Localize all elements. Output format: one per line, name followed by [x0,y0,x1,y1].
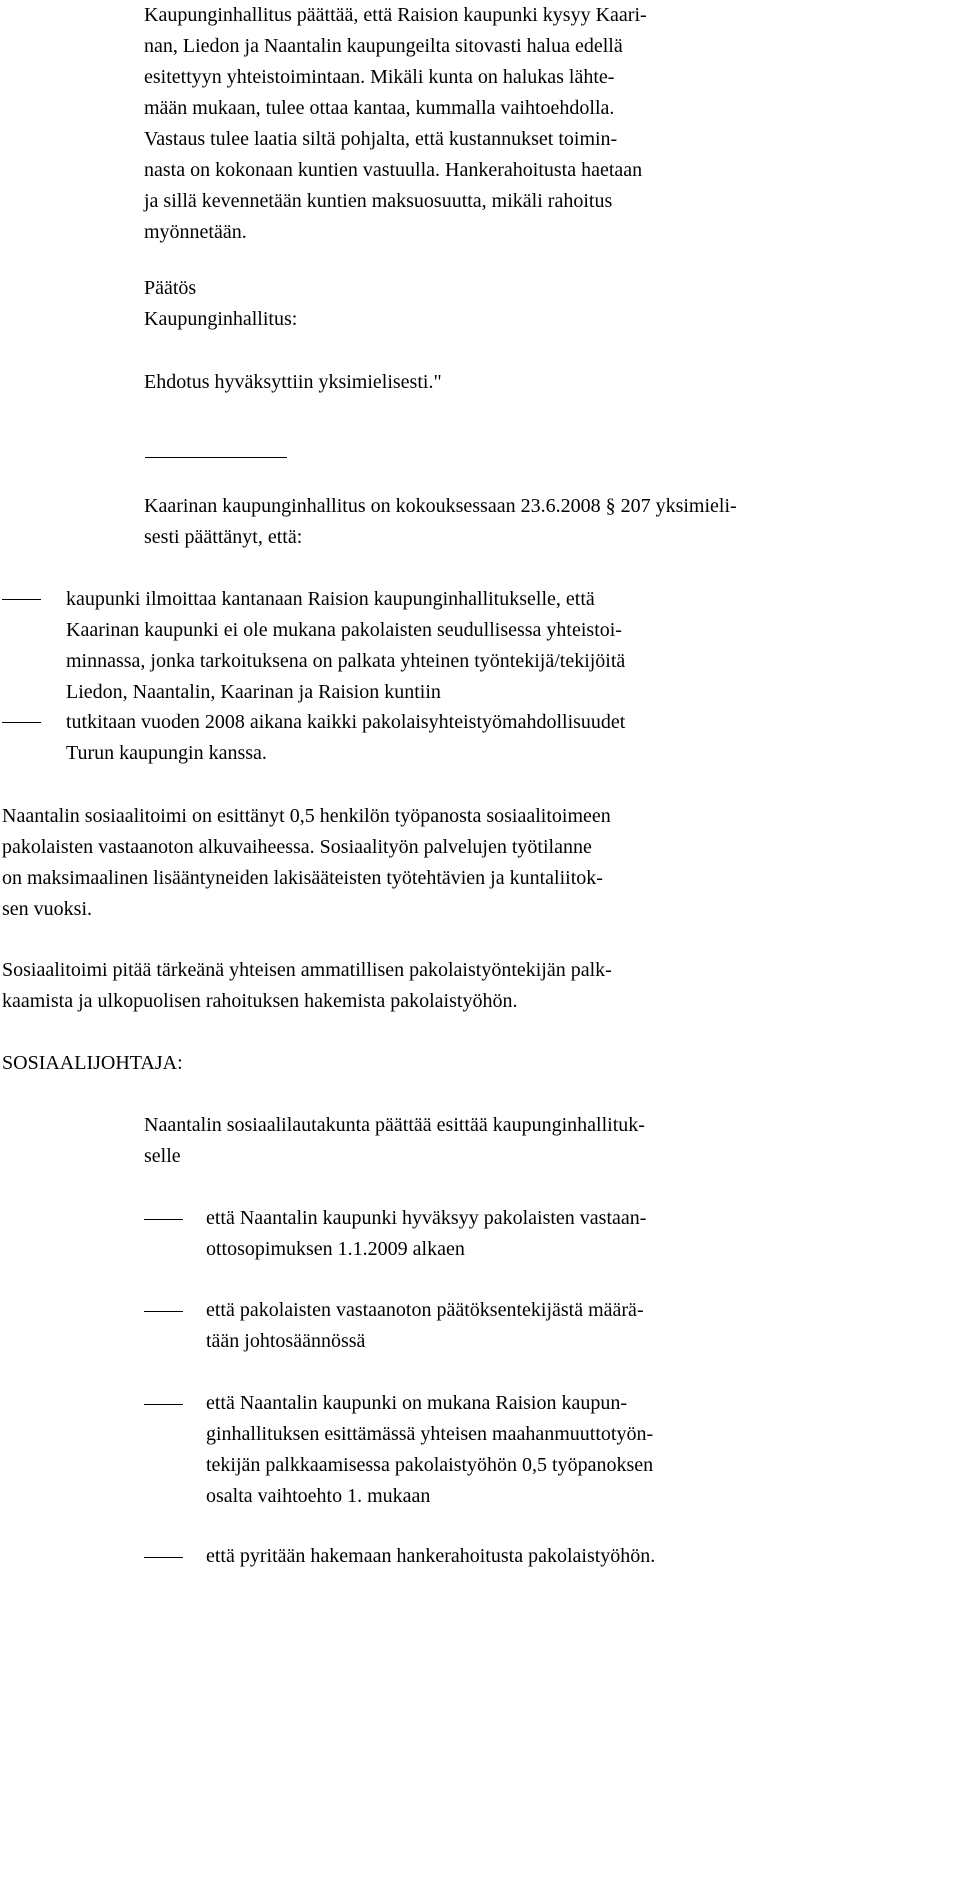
naantali-social-paragraph [2,801,611,925]
intro-line: Vastaus tulee laatia siltä pohjalta, että kustannukset toimin- [144,128,618,150]
paragraph-line: Naantalin sosiaalitoimi on esittänyt 0,5 henkilön työpanosta sosiaalitoimeen [2,805,611,827]
dash-bullet [144,1404,183,1405]
kaarina-line-2: sesti päättänyt, että: [144,526,303,548]
intro-line: esitettyyn yhteistoimintaan. Mikäli kunta on halukas lähte- [144,66,615,88]
decision-heading: Päätös [144,277,197,299]
kaarina-line-1-end: 207 yksimieli- [615,495,737,517]
paragraph-line: pakolaisten vastaanoton alkuvaiheessa. Sosiaalityön palvelujen työtilanne [2,836,592,858]
paragraph-line: on maksimaalinen lisääntyneiden lakisääteisten työtehtävien ja kuntaliitok- [2,867,603,889]
kaarina-line-1 [144,491,737,522]
director-intro-line: Naantalin sosiaalilautakunta päättää esittää kaupunginhallituk- [144,1114,645,1136]
director-heading: SOSIAALIJOHTAJA: [2,1052,183,1074]
decision-result: Ehdotus hyväksyttiin yksimielisesti." [144,371,442,393]
dash-bullet [144,1557,183,1558]
kaarina-paragraph [144,491,737,553]
list-item-line: minnassa, jonka tarkoituksena on palkata yhteinen työntekijä/tekijöitä [66,650,626,672]
kaarina-item-1 [66,584,625,708]
intro-line: mään mukaan, tulee ottaa kantaa, kummalla vaihtoehdolla. [144,97,615,119]
list-item-line: Kaarinan kaupunki ei ole mukana pakolaisten seudullisessa yhteistoi- [66,619,622,641]
intro-paragraph [144,0,647,248]
list-item-line: Liedon, Naantalin, Kaarinan ja Raision kuntiin [66,681,441,703]
intro-line: nan, Liedon ja Naantalin kaupungeilta sitovasti halua edellä [144,35,623,57]
dash-bullet [144,1311,183,1312]
decision-block [144,273,297,335]
separator-line [145,457,287,458]
director-item-1 [206,1203,646,1265]
list-item-line: että Naantalin kaupunki on mukana Raision kaupun- [206,1392,628,1414]
list-item-line: kaupunki ilmoittaa kantanaan Raision kaupunginhallitukselle, että [66,588,595,610]
kaarina-item-2 [66,707,625,769]
list-item-line: että pakolaisten vastaanoton päätöksentekijästä määrä- [206,1299,644,1321]
list-item-line: tekijän palkkaamisessa pakolaistyöhön 0,5 työpanoksen [206,1454,654,1476]
director-intro-line: selle [144,1145,181,1167]
director-item-4 [206,1541,655,1572]
director-label [2,1048,183,1079]
intro-line: ja sillä kevennetään kuntien maksuosuutta, mikäli rahoitus [144,190,613,212]
intro-line: Kaupunginhallitus päättää, että Raision kaupunki kysyy Kaari- [144,4,647,26]
list-item-line: että pyritään hakemaan hankerahoitusta pakolaistyöhön. [206,1545,656,1567]
section-sign: § [605,495,616,517]
paragraph-line: sen vuoksi. [2,898,92,920]
dash-bullet [2,722,41,723]
director-item-3 [206,1388,653,1512]
list-item-line: ottosopimuksen 1.1.2009 alkaen [206,1238,465,1260]
decision-text [144,367,442,398]
list-item-line: Turun kaupungin kanssa. [66,742,267,764]
list-item-line: että Naantalin kaupunki hyväksyy pakolaisten vastaan- [206,1207,647,1229]
decision-body-label: Kaupunginhallitus: [144,308,298,330]
intro-line: myönnetään. [144,221,247,243]
list-item-line: ginhallituksen esittämässä yhteisen maahanmuuttotyön- [206,1423,654,1445]
list-item-line: tään johtosäännössä [206,1330,366,1352]
dash-bullet [144,1219,183,1220]
director-intro [144,1110,645,1172]
paragraph-line: Sosiaalitoimi pitää tärkeänä yhteisen ammatillisen pakolaistyöntekijän palk- [2,959,612,981]
dash-bullet [2,599,41,600]
list-item-line: osalta vaihtoehto 1. mukaan [206,1485,431,1507]
list-item-line: tutkitaan vuoden 2008 aikana kaikki pakolaisyhteistyömahdollisuudet [66,711,626,733]
paragraph-line: kaamista ja ulkopuolisen rahoituksen hakemista pakolaistyöhön. [2,990,518,1012]
director-item-2 [206,1295,644,1357]
intro-line: nasta on kokonaan kuntien vastuulla. Hankerahoitusta haetaan [144,159,643,181]
kaarina-line-1-start: Kaarinan kaupunginhallitus on kokouksessaan 23.6.2008 [144,495,606,517]
importance-paragraph [2,955,612,1017]
